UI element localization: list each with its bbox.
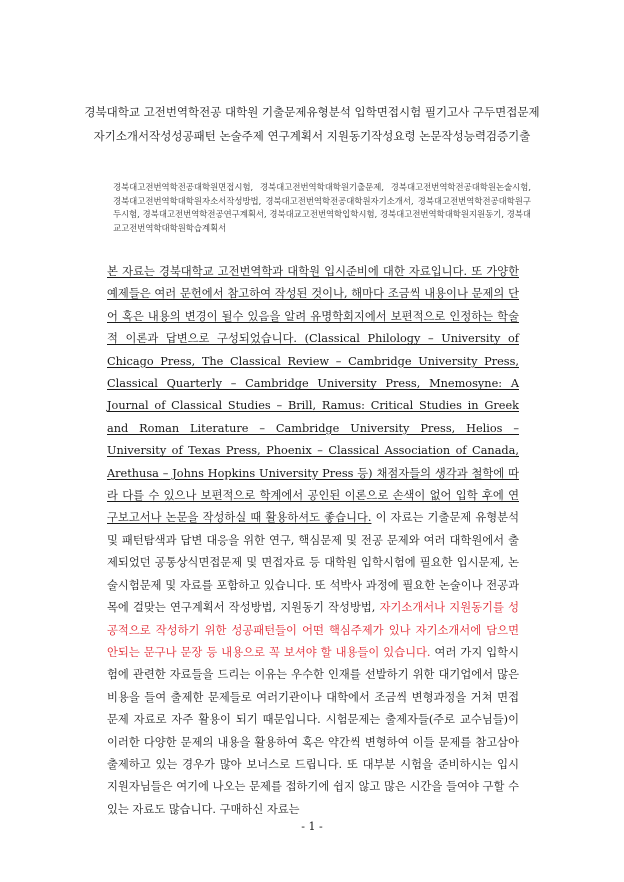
body-paragraph-part-1: 이 자료는 기출문제 유형분석 및 패턴탐색과 답변 대응을 위한 연구, 핵심문제 및 전공 문제와 여러 대학원에서 출제되었던 공통상식면접문제 및 면접자료 등 대학원 입학시험에 필요한 입시문제, 논술시험문제 및 자료를 포함하고 있습니다. 또 석박사 과정에 필요한 논술이나 전공과목에 걸맞는 연구계획서 작성방법, 지원동기 작성방법, (107, 511, 519, 615)
body-text (107, 261, 519, 821)
page-number: - 1 - (301, 820, 323, 833)
highlighted-text-red: 자기소개서나 지원동기를 성공적으로 작성하기 위한 성공패턴들이 어떤 핵심주제가 있나 자기소개서에 담으면 안되는 문구나 문장 등 내용으로 꼭 보셔야 할 내용들이 있습니다. (107, 601, 520, 659)
intro-paragraph-underlined: 본 자료는 경북대학교 고전번역학과 대학원 입시준비에 대한 자료입니다. 또 가양한 예제들은 여러 문헌에서 참고하여 작성된 것이나, 해마다 조금씩 내용이나 문제의 단어 혹은 내용의 변경이 될수 있음을 알려 유명학회지에서 보편적으로 인정하는 학술적 이론과 답변으로 구성되었습니다. (Classical Philology – University of Chicago Press, The Classical Review – Cambridge University Press, Classical Quarterly – Cambridge University Press, Mnemosyne: A Journal of Classical Studies – Brill, Ramus: Critical Studies in Greek and Roman Literature – Cambridge University Press, Helios – University of Texas Press, Phoenix – Classical Association of Canada, Arethusa – Johns Hopkins University Press 등) 채점자들의 생각과 철학에 따라 다를 수 있으나 보편적으로 학계에서 공인된 이론으로 손색이 없어 입학 후에 연구보고서나 논문을 작성하실 때 활용하셔도 좋습니다. (107, 265, 519, 525)
title-line-1: 경북대학교 고전번역학전공 대학원 기출문제유형분석 입학면접시험 필기고사 구두면접문제 (84, 105, 540, 119)
title-line-2: 자기소개서작성성공패턴 논술주제 연구계획서 지원동기작성요령 논문작성능력검증기출 (93, 129, 531, 143)
body-paragraph-part-2: 여러 가지 입학시험에 관련한 자료들을 드리는 이유는 우수한 인재를 선발하기 위한 대기업에서 많은 비용을 들여 출제한 문제들로 여러기관이나 대학에서 조금씩 변형과정을 거쳐 면접문제 자료로 자주 활용이 되기 때문입니다. 시험문제는 출제자들(주로 교수님들)이 이러한 다양한 문제의 내용을 활용하여 혹은 약간씩 변형하여 이들 문제를 참고삼아 출제하고 있는 경우가 많아 보너스로 드립니다. 또 대부분 시험을 준비하시는 입시 지원자님들은 여기에 나오는 문제를 접하기에 쉽지 않고 많은 시간을 들여야 구할 수 있는 자료도 많습니다. 구매하신 자료는 (107, 645, 519, 816)
keyword-list: 경북대고전번역학전공대학원면접시험, 경북대고전번역학대학원기출문제, 경북대고전번역학전공대학원논술시험, 경북대고전번역학대학원자소서작성방법, 경북대고전번역학전공대학원자기소개서, 경북대고전번역학전공대학원구두시험, 경북대고전번역학전공연구계획서, 경북대교고전번역학입학시험, 경북대고전번역학대학원지원동기, 경북대교고전번역학대학원학습계획서 (113, 182, 531, 233)
document-title (80, 100, 544, 148)
